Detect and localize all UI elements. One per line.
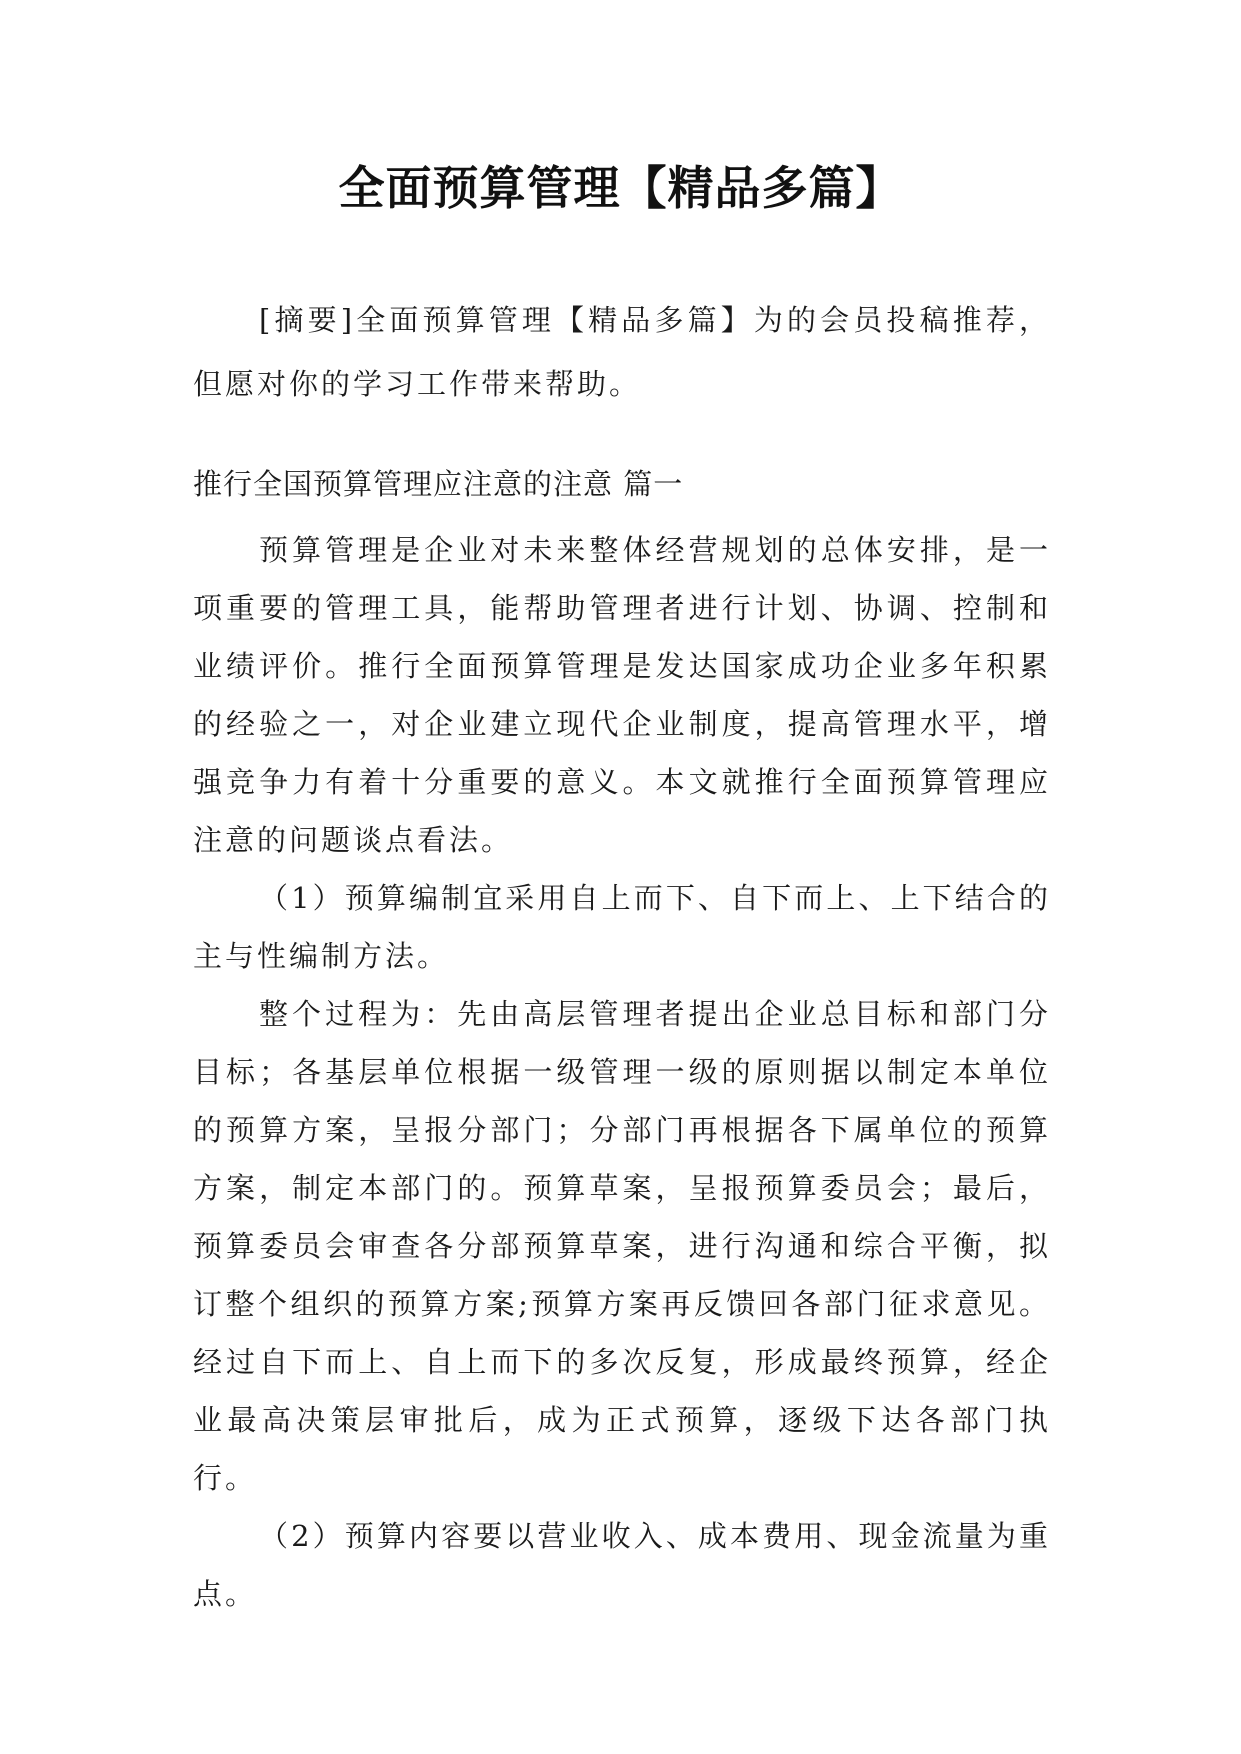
document-body — [193, 521, 1051, 1623]
document-title: 全面预算管理【精品多篇】 — [338, 161, 903, 215]
body-paragraph: （2）预算内容要以营业收入、成本费用、现金流量为重点。 — [193, 1519, 1051, 1611]
body-paragraph: 整个过程为：先由高层管理者提出企业总目标和部门分目标；各基层单位根据一级管理一级的原则据以制定本单位的预算方案，呈报分部门；分部门再根据各下属单位的预算方案，制定本部门的。预算草案，呈报预算委员会；最后，预算委员会审查各分部预算草案，进行沟通和综合平衡，拟订整个组织的预算方案;预算方案再反馈回各部门征求意见。经过自下而上、自上而下的多次反复，形成最终预算，经企业最高决策层审批后，成为正式预算，逐级下达各部门执行。 — [193, 997, 1051, 1495]
abstract-paragraph: [摘要]全面预算管理【精品多篇】为的会员投稿推荐，但愿对你的学习工作带来帮助。 — [193, 303, 1051, 401]
body-paragraph: 预算管理是企业对未来整体经营规划的总体安排，是一项重要的管理工具，能帮助管理者进行计划、协调、控制和业绩评价。推行全面预算管理是发达国家成功企业多年积累的经验之一，对企业建立现代企业制度，提高管理水平，增强竞争力有着十分重要的意义。本文就推行全面预算管理应注意的问题谈点看法。 — [193, 533, 1051, 857]
section-heading: 推行全国预算管理应注意的注意 篇一 — [193, 467, 684, 501]
body-paragraph: （1）预算编制宜采用自上而下、自下而上、上下结合的主与性编制方法。 — [193, 881, 1051, 973]
